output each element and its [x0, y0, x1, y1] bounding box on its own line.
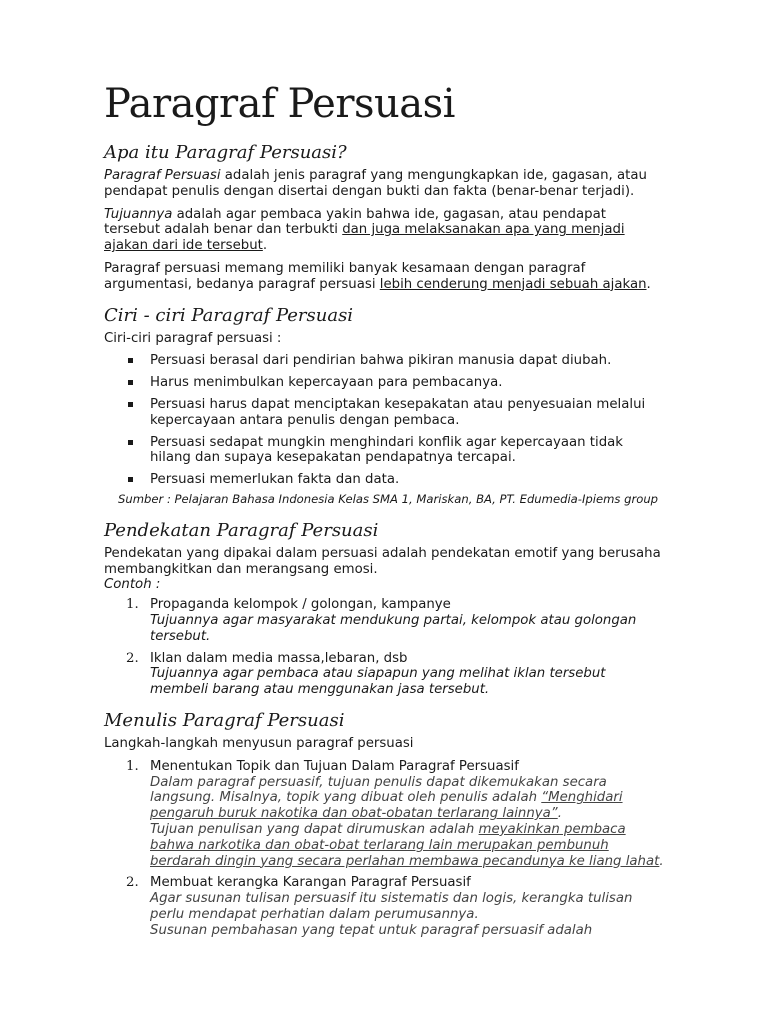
list-item-text: Persuasi berasal dari pendirian bahwa pikiran manusia dapat diubah.	[150, 353, 612, 369]
document-title: Paragraf Persuasi	[104, 81, 455, 127]
bullet-square-icon	[128, 358, 133, 363]
subtext-end: .	[557, 806, 562, 822]
subtext-end: .	[659, 853, 664, 869]
list-item	[104, 353, 664, 369]
term-tujuannya: Tujuannya	[104, 206, 173, 222]
list-item-subtext: Tujuannya agar masyarakat mendukung partai, kelompok atau golongan tersebut.	[150, 612, 637, 644]
list-item	[104, 472, 664, 488]
list-item-text: Menentukan Topik dan Tujuan Dalam Paragraf Persuasif	[150, 758, 519, 774]
section-heading-apa-itu: Apa itu Paragraf Persuasi?	[104, 142, 347, 163]
list-item	[104, 397, 664, 429]
list-item	[104, 875, 664, 938]
langkah-list	[104, 759, 664, 939]
list-number: 1.	[126, 758, 139, 774]
list-item-text: Harus menimbulkan kepercayaan para pembacanya.	[150, 375, 503, 391]
subtext-underlined-topic: “Menghidari pengaruh buruk nakotika dan obat-obatan terlarang lainnya”	[150, 790, 623, 822]
list-item-subtext: Tujuannya agar pembaca atau siapapun yang melihat iklan tersebut membeli barang atau menggunakan jasa tersebut.	[150, 666, 606, 698]
list-item-subtext	[150, 822, 664, 869]
list-item	[104, 759, 664, 870]
contoh-label: Contoh :	[104, 577, 161, 593]
list-item-text: Membuat kerangka Karangan Paragraf Persuasif	[150, 875, 471, 891]
list-item-subtext: Agar susunan tulisan persuasif itu sistematis dan logis, kerangka tulisan perlu mendapat perhatian dalam perumusannya.	[150, 891, 633, 922]
subtext-part: Dalam paragraf persuasif, tujuan penulis dapat dikemukakan secara langsung. Misalnya, topik yang dibuat oleh penulis adalah	[150, 774, 607, 806]
contoh-list	[104, 597, 664, 698]
paragraph-comparison	[104, 261, 664, 293]
list-item	[104, 651, 664, 698]
bullet-square-icon	[128, 440, 133, 445]
menulis-intro: Langkah-langkah menyusun paragraf persuasi	[104, 735, 414, 751]
list-item-text: Iklan dalam media massa,lebaran, dsb	[150, 650, 408, 666]
subtext-part: Tujuan penulisan yang dapat dirumuskan adalah	[150, 821, 479, 837]
ciri-intro: Ciri-ciri paragraf persuasi :	[104, 330, 282, 346]
section-heading-pendekatan: Pendekatan Paragraf Persuasi	[104, 519, 379, 541]
bullet-square-icon	[128, 402, 133, 407]
paragraph-definition	[104, 168, 664, 200]
bullet-square-icon	[128, 477, 133, 482]
paragraph-purpose	[104, 207, 664, 254]
list-item-text: Persuasi memerlukan fakta dan data.	[150, 472, 400, 488]
list-item	[104, 375, 664, 391]
list-number: 1.	[126, 597, 139, 613]
list-item-text: Propaganda kelompok / golongan, kampanye	[150, 597, 451, 613]
list-number: 2.	[126, 875, 139, 891]
document-page	[104, 72, 664, 944]
subtext-underlined-goal: meyakinkan pembaca bahwa narkotika dan obat-obat terlarang lain merupakan pembunuh berdarah dingin yang secara perlahan membawa pecandunya ke liang lahat	[150, 821, 660, 869]
comparison-text: Paragraf persuasi memang memiliki banyak kesamaan dengan paragraf argumentasi, bedanya paragraf persuasi	[104, 260, 586, 292]
comparison-underlined-text: lebih cenderung menjadi sebuah ajakan	[379, 276, 647, 292]
source-citation: Sumber : Pelajaran Bahasa Indonesia Kelas SMA 1, Mariskan, BA, PT. Edumedia-Ipiems group	[118, 491, 659, 506]
section-heading-menulis: Menulis Paragraf Persuasi	[104, 709, 345, 731]
purpose-end: .	[262, 238, 268, 254]
term-paragraf-persuasi: Paragraf Persuasi	[104, 168, 221, 183]
list-number: 2.	[126, 650, 139, 666]
section-heading-ciri-ciri: Ciri - ciri Paragraf Persuasi	[104, 304, 354, 326]
purpose-underlined-text: dan juga melaksanakan apa yang menjadi ajakan dari ide tersebut	[104, 222, 625, 254]
bullet-square-icon	[128, 380, 133, 385]
pendekatan-intro: Pendekatan yang dipakai dalam persuasi adalah pendekatan emotif yang berusaha membangkitkan dan merangsang emosi.	[104, 545, 661, 577]
list-item	[104, 435, 664, 467]
list-item-text: Persuasi harus dapat menciptakan kesepakatan atau penyesuaian melalui kepercayaan antara penulis dengan pembaca.	[150, 396, 646, 428]
purpose-text: adalah agar pembaca yakin bahwa ide, gagasan, atau pendapat tersebut adalah benar dan terbukti	[104, 206, 606, 238]
list-item-subtext: Susunan pembahasan yang tepat untuk paragraf persuasif adalah	[150, 922, 593, 938]
ciri-list	[104, 353, 664, 488]
definition-text: adalah jenis paragraf yang mengungkapkan ide, gagasan, atau pendapat penulis dengan disertai dengan bukti dan fakta (benar-benar terjadi).	[104, 168, 647, 199]
comparison-end: .	[646, 276, 651, 292]
list-item-text: Persuasi sedapat mungkin menghindari konflik agar kepercayaan tidak hilang dan supaya kesepakatan pendapatnya tercapai.	[150, 434, 623, 466]
list-item-subtext	[150, 775, 664, 822]
list-item	[104, 597, 664, 644]
